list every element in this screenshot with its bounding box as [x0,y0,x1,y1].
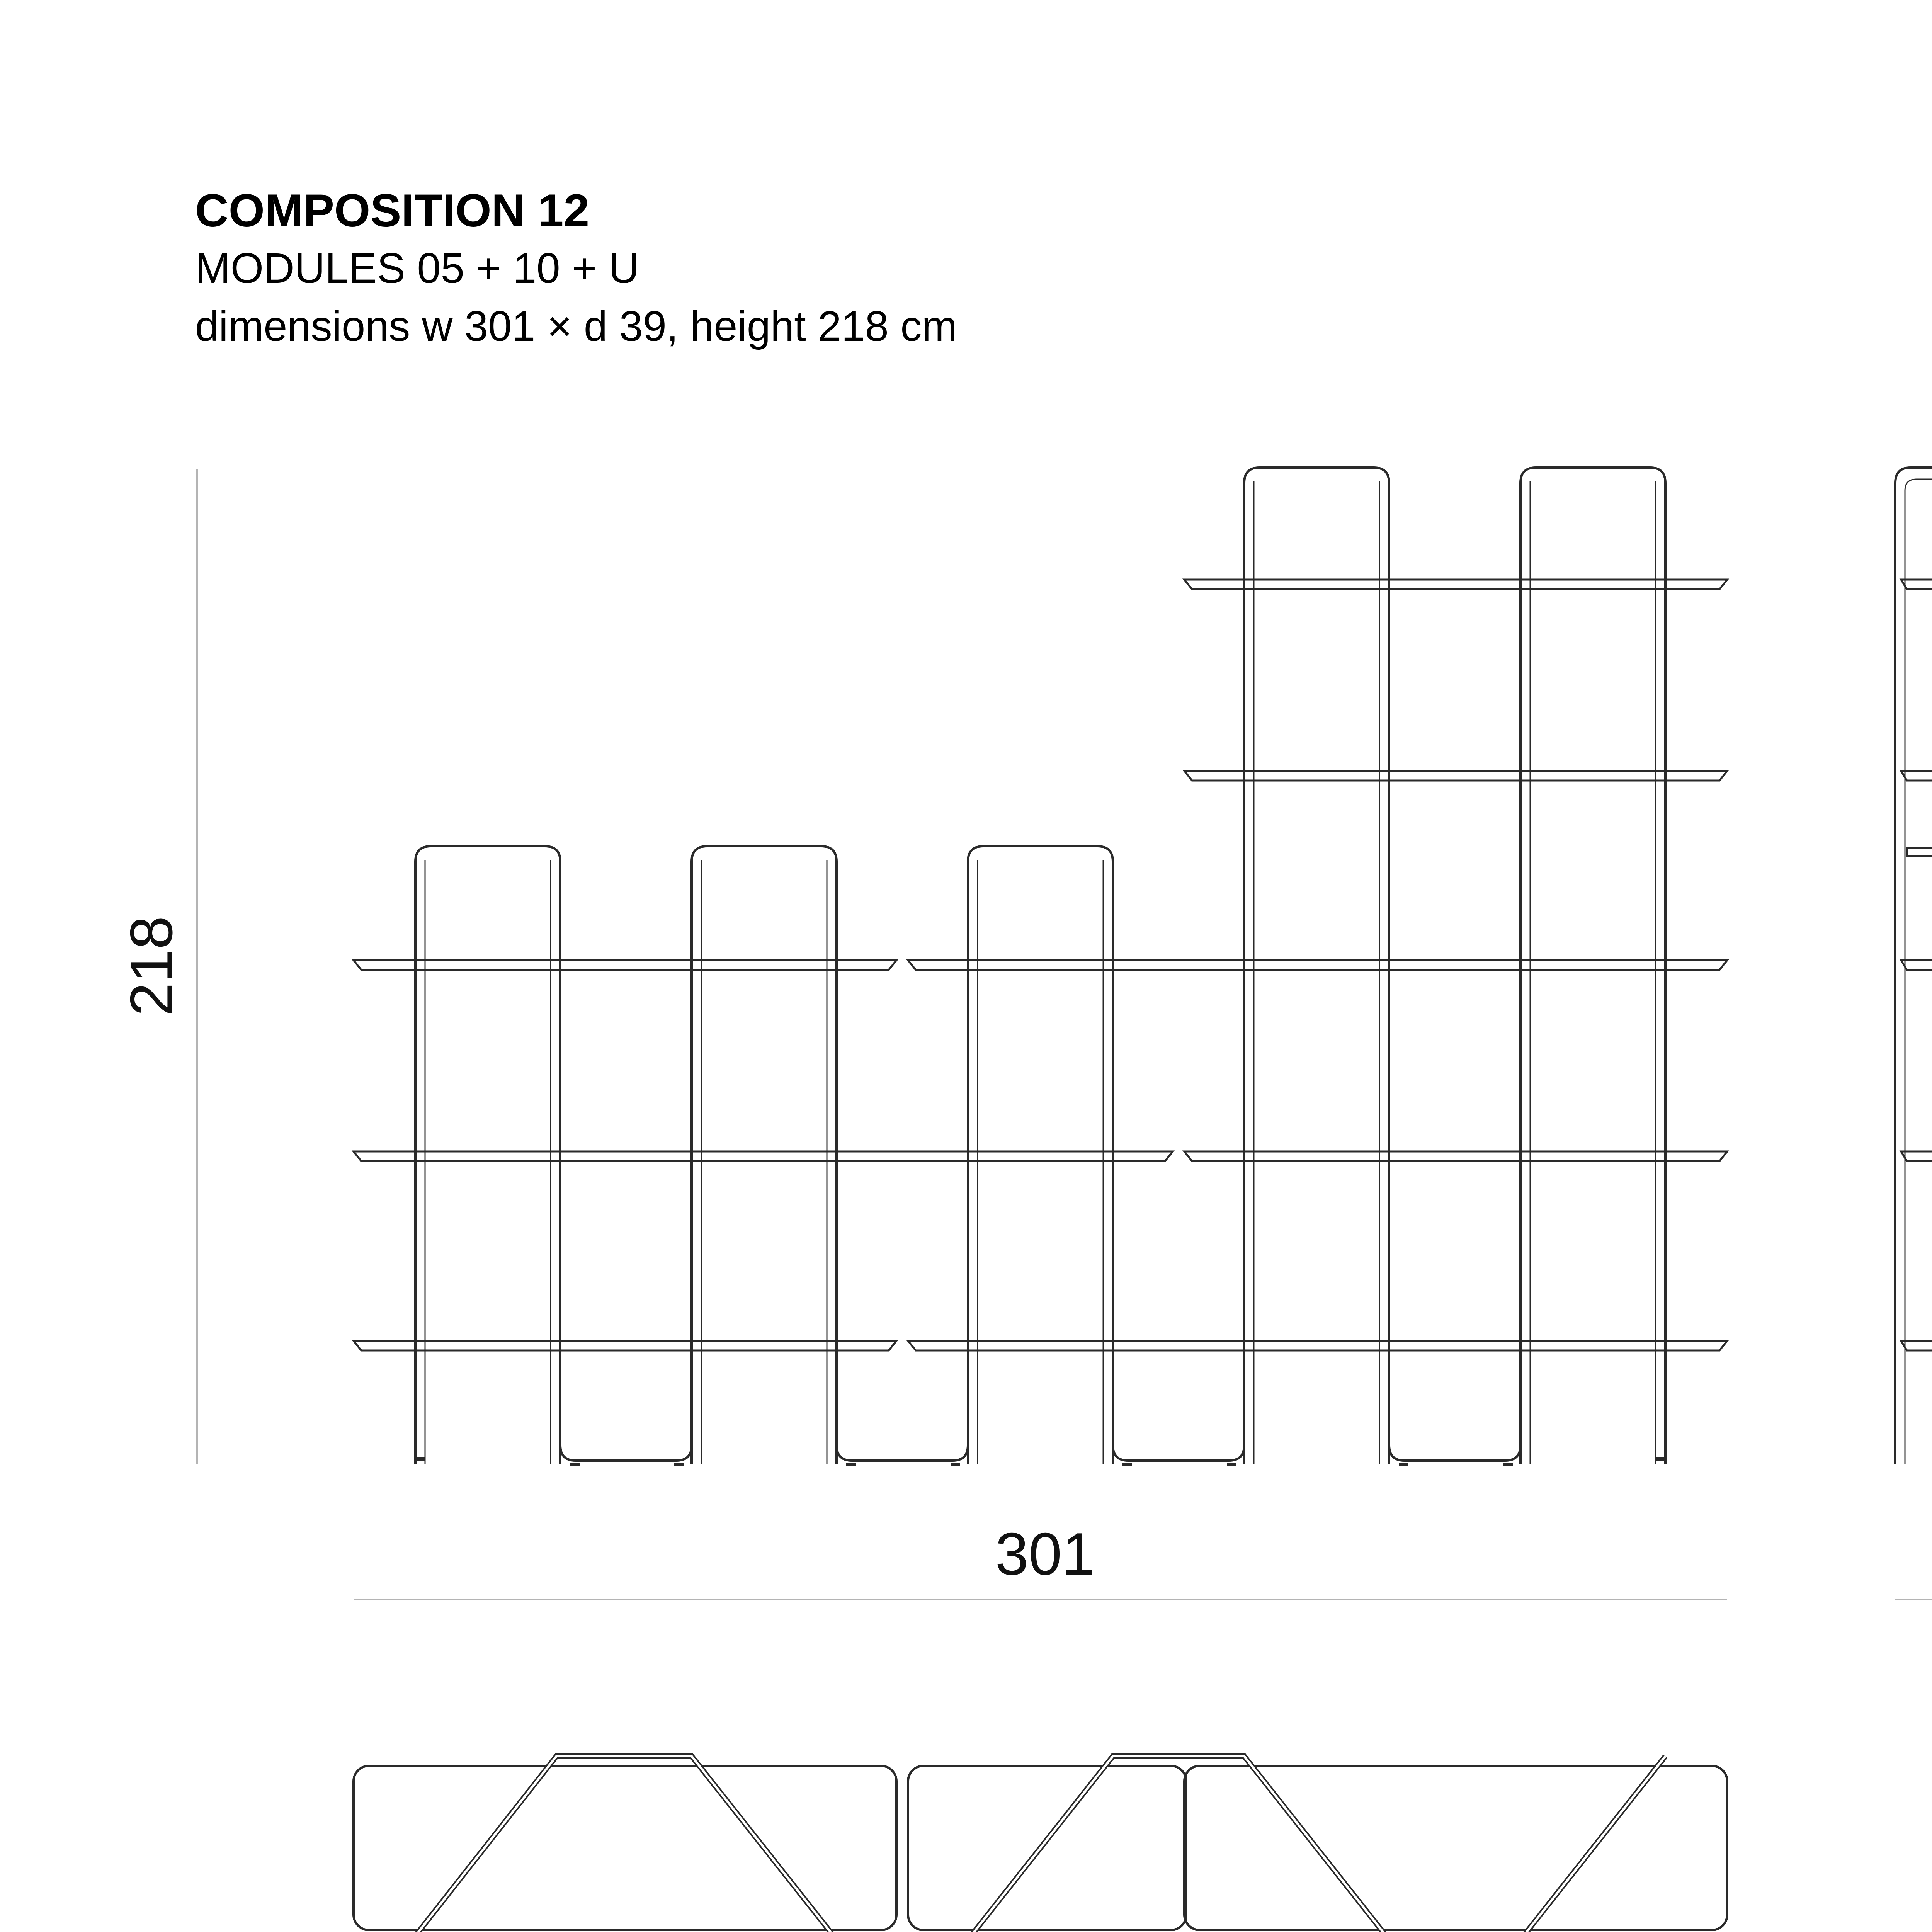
plan-frame-path [415,1756,1665,1932]
dimension-lines [197,469,1932,1600]
width-label: 301 [995,1520,1095,1587]
bottom-u-2 [837,1275,968,1461]
plan-frame-outer [415,1756,1665,1932]
dimensions-subtitle: dimensions w 301 × d 39, height 218 cm [195,303,957,350]
frame-top-2 [692,846,837,1464]
shelf [354,960,896,970]
shelf [1184,771,1727,781]
shelf [1184,1151,1727,1161]
composition-title: COMPOSITION 12 [195,185,590,236]
side-shelf [1901,580,1932,589]
side-mid-connector [1907,848,1932,856]
side-frame-outer [1895,468,1932,1464]
side-shelf [1901,771,1932,781]
shelf [1184,580,1727,589]
bottom-u-3 [1113,1275,1244,1461]
plan-shelf-3 [1184,1766,1727,1930]
side-shelves [1901,580,1932,1350]
frame-tall-1 [1244,468,1389,1464]
frame-top-3 [968,846,1113,1464]
plan-shelf-1 [354,1766,896,1930]
side-shelf [1901,1341,1932,1350]
modules-subtitle: MODULES 05 + 10 + U [195,245,639,292]
plan-view [354,1756,1727,1932]
bottom-u-1 [560,1275,692,1461]
shelf [908,960,1727,970]
tall-frames-top [1244,468,1665,1464]
bottom-u-4 [1389,1275,1520,1461]
height-label: 218 [118,916,185,1016]
side-elevation [1895,468,1932,1464]
side-shelf [1901,1151,1932,1161]
frame-top-1 [415,846,560,1464]
front-elevation [354,468,1727,1464]
plan-shelf-2 [908,1766,1186,1930]
side-frame-inner [1905,479,1932,1464]
shelf [354,1341,896,1350]
side-shelf [1901,960,1932,970]
frame-tall-2 [1520,468,1665,1464]
tube-inner-lines [425,481,1656,1464]
short-frames-top [415,846,1113,1464]
bottom-connectors [560,1275,1520,1461]
shelf [354,1151,1173,1161]
shelf [908,1341,1727,1350]
